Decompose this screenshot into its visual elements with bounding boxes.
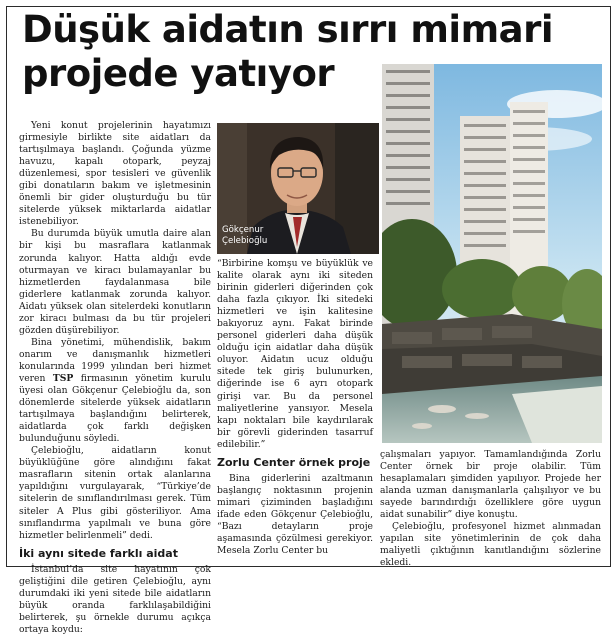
article-column-1 [19,120,211,636]
building-photo [382,64,602,443]
portrait-photo [217,123,379,254]
company-name-tsp: TSP [52,372,74,384]
article-column-2 [217,258,373,557]
headline-line-2: projede yatıyor [22,52,335,95]
subheading-1: İki aynı sitede farklı aidat [19,546,178,560]
paragraph: Çelebioğlu, aidatların konut büyüklüğüne göre alındığını fakat masrafların sitenin ortak alanlarına yapıldığını vurgulayarak, “Türkiye’de sitelerin de sınıflandırılması gerek. Tüm siteler A Plus gibi gösteriliyor. Ama sınıflandırma yapılmalı ve buna göre hizmetler belirlenmeli” dedi. [19,445,211,541]
caption-first-name: Gökçenur [222,225,264,235]
paragraph: Çelebioğlu, profesyonel hizmet alınmadan yapılan site yönetimlerinin de çok daha maliyetli çıktığının kanıtlandığını sözlerine ekledi. [380,521,601,569]
paragraph: Yeni konut projelerinin hayatımızı girmesiyle birlikte site aidatları da tartışılmaya başlandı. Çoğunda yüzme havuzu, kapalı otopark, peyzaj düzenlemesi, spor tesisleri ve güvenlik gibi donatıların bakım ve işletmesinin önemli bir gider oluşturduğu bu tür sitelerde yüksek miktarlarda aidatlar istenebiliyor. [19,120,211,228]
paragraph: Bina giderlerini azaltmanın başlangıç noktasının projenin mimari çiziminden başladığını ifade eden Gökçenur Çelebioğlu, “Bazı detayların proje aşamasında çözülmesi gerekiyor. Mesela Zorlu Center bu [217,472,373,557]
paragraph-text: Bina yönetimi, mühendislik, bakım onarım ve danışmanlık hizmetleri konularında 1999 yılından beri hizmet veren [19,336,211,384]
caption-last-name: Çelebioğlu [222,236,268,246]
subheading-2: Zorlu Center örnek proje [217,455,371,469]
building-illustration [382,64,602,443]
photo-caption [222,225,267,247]
paragraph: çalışmaları yapıyor. Tamamlandığında Zorlu Center örnek bir proje olabilir. Tüm hesaplamaları şimdiden yapılıyor. Projede her alanda uzman danışmanlarla çalışılıyor ve bu sayede barındırdığı özelliklere göre uygun aidat sunabilir” diye konuştu. [380,449,601,521]
paragraph: Bu durumda büyük umutla daire alan bir kişi bu masraflara katlanmak zorunda kalıyor. Hatta aldığı evde oturmayan ve kiracı bulamayanlar bu hizmetlerden faydalanmasa bile giderlere katlanmak zorunda kalıyor. Aidatı yüksek olan sitelerdeki konutların zor kiracı bulması da bu tür projeleri gözden düşürebiliyor. [19,228,211,336]
paragraph: İstanbul’da site hayatının çok geliştiğini dile getiren Çelebioğlu, aynı durumdaki iki yeni sitede bile aidatların büyük oranda farklılaşabildiğini belirterek, şu örnekle durumu açıkça ortaya koydu: [19,563,211,635]
article-column-3 [380,449,601,569]
paragraph-text: firmasının yönetim kurulu üyesi olan Gökçenur Çelebioğlu da, son dönemlerde sitelerde yüksek aidatların tartışılmaya başlandığını belirterek, aidatlarda çok farklı değişken bulunduğunu söyledi. [19,372,212,445]
paragraph: “Birbirine komşu ve büyüklük ve kalite olarak aynı iki siteden birinin giderleri diğerinden çok daha fazla çıkıyor. İki sitedeki hizmetleri ve işin kalitesine bakıyoruz aynı. Fakat birinde personel giderleri daha düşük olduğu için aidatlar daha düşük oluyor. Aidatın ucuz olduğu sitede tek giriş bulunurken, diğerinde ise 6 ayrı otopark girişi var. Bu da personel maliyetlerine yansıyor. Mesela kapı noktaları bile kaydırılarak bir görevli giderinden tasarruf edilebilir.” [217,258,373,450]
paragraph [19,337,211,445]
headline-line-1: Düşük aidatın sırrı mimari [22,8,554,51]
